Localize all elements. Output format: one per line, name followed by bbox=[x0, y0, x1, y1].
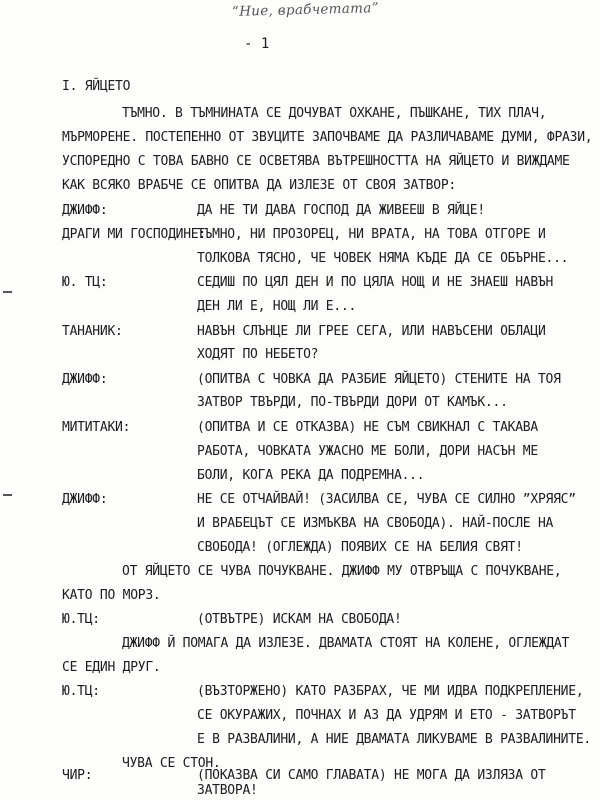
speaker-name: ДРАГИ МИ ГОСПОДИНЕ: bbox=[62, 227, 206, 242]
speaker-name: ДЖИФФ: bbox=[62, 203, 108, 218]
dialogue-line: ХОДЯТ ПО НЕБЕТО? bbox=[197, 347, 319, 362]
speaker-name: ДЖИФФ: bbox=[62, 492, 108, 507]
speaker-name: Ю. ТЦ: bbox=[62, 275, 108, 290]
dialogue-line: (ОПИТВА И СЕ ОТКАЗВА) НЕ СЪМ СВИКНАЛ С ТАКАВА bbox=[197, 420, 538, 435]
dialogue-line: ТОЛКОВА ТЯСНО, ЧЕ ЧОВЕК НЯМА КЪДЕ ДА СЕ ОБЪРНЕ... bbox=[197, 251, 569, 266]
dialogue-line: СЕДИШ ПО ЦЯЛ ДЕН И ПО ЦЯЛА НОЩ И НЕ ЗНАЕШ НАВЪН bbox=[197, 275, 554, 290]
dialogue-line: (ОТВЪТРЕ) ИСКАМ НА СВОБОДА! bbox=[197, 612, 402, 627]
speaker-name: Ю.ТЦ: bbox=[62, 684, 100, 699]
dialogue-line: (ОПИТВА С ЧОВКА ДА РАЗБИЕ ЯЙЦЕТО) СТЕНИТЕ НА ТОЯ bbox=[197, 372, 561, 387]
stage-direction-line: КАК ВСЯКО ВРАБЧЕ СЕ ОПИТВА ДА ИЗЛЕЗЕ ОТ СВОЯ ЗАТВОР: bbox=[62, 178, 456, 193]
dialogue-line: ЗАТВОРА! bbox=[197, 783, 258, 798]
section-heading: I. ЯЙЦЕТО bbox=[62, 79, 131, 94]
dialogue-line: НЕ СЕ ОТЧАЙВАЙ! (ЗАСИЛВА СЕ, ЧУВА СЕ СИЛНО ”ХРЯЯС” bbox=[197, 492, 576, 507]
stage-direction-line: КАТО ПО МОРЗ. bbox=[62, 588, 161, 603]
stage-direction-line: ОТ ЯЙЦЕТО СЕ ЧУВА ПОЧУКВАНЕ. ДЖИФФ МУ ОТВРЪЩА С ПОЧУКВАНЕ, bbox=[122, 564, 562, 579]
dialogue-line: ДА НЕ ТИ ДАВА ГОСПОД ДА ЖИВЕЕШ В ЯЙЦЕ! bbox=[197, 203, 485, 218]
dialogue-line: БОЛИ, КОГА РЕКА ДА ПОДРЕМНА... bbox=[197, 468, 425, 483]
dialogue-line: НАВЪН СЛЪНЦЕ ЛИ ГРЕЕ СЕГА, ИЛИ НАВЪСЕНИ ОБЛАЦИ bbox=[197, 324, 546, 339]
speaker-name: МИТИТАКИ: bbox=[62, 420, 131, 435]
dialogue-line: ДЕН ЛИ Е, НОЩ ЛИ Е... bbox=[197, 299, 357, 314]
stage-direction-line: ЧУВА СЕ СТОН. bbox=[122, 756, 221, 771]
speaker-name: Ю.ТЦ: bbox=[62, 612, 100, 627]
dialogue-line: СЕ ОКУРАЖИХ, ПОЧНАХ И АЗ ДА УДРЯМ И ЕТО - ЗАТВОРЪТ bbox=[197, 708, 576, 723]
stage-direction-line: ТЪМНО. В ТЪМНИНАТА СЕ ДОЧУВАТ ОХКАНЕ, ПЪШКАНЕ, ТИХ ПЛАЧ, bbox=[122, 106, 547, 121]
dialogue-line: РАБОТА, ЧОВКАТА УЖАСНО МЕ БОЛИ, ДОРИ НАСЪН МЕ bbox=[197, 444, 538, 459]
stage-direction-line: ДЖИФФ Й ПОМАГА ДА ИЗЛЕЗЕ. ДВАМАТА СТОЯТ НА КОЛЕНЕ, ОГЛЕЖДАТ bbox=[122, 636, 570, 651]
stage-direction-line: СЕ ЕДИН ДРУГ. bbox=[62, 660, 161, 675]
dialogue-line: Е В РАЗВАЛИНИ, А НИЕ ДВАМАТА ЛИКУВАМЕ В РАЗВАЛИНИТЕ. bbox=[197, 732, 591, 747]
speaker-name: ТАНАНИК: bbox=[62, 324, 123, 339]
dialogue-line: И ВРАБЕЦЪТ СЕ ИЗМЪКВА НА СВОБОДА). НАЙ-ПОСЛЕ НА bbox=[197, 516, 554, 531]
speaker-name: ДЖИФФ: bbox=[62, 372, 108, 387]
dialogue-line: СВОБОДА! (ОГЛЕЖДА) ПОЯВИХ СЕ НА БЕЛИЯ СВЯТ! bbox=[197, 540, 523, 555]
speaker-name: ЧИР: bbox=[62, 768, 93, 783]
handwritten-title: “Ние, врабчетата” bbox=[231, 0, 380, 20]
margin-mark bbox=[3, 494, 12, 496]
dialogue-line: (ПОКАЗВА СИ САМО ГЛАВАТА) НЕ МОГА ДА ИЗЛЯЗА ОТ bbox=[197, 768, 546, 783]
margin-mark bbox=[3, 291, 12, 293]
page-number: - 1 bbox=[244, 36, 270, 52]
dialogue-line: (ВЪЗТОРЖЕНО) КАТО РАЗБРАХ, ЧЕ МИ ИДВА ПОДКРЕПЛЕНИЕ, bbox=[197, 684, 584, 699]
dialogue-line: ТЪМНО, НИ ПРОЗОРЕЦ, НИ ВРАТА, НА ТОВА ОТГОРЕ И bbox=[197, 227, 546, 242]
stage-direction-line: УСПОРЕДНО С ТОВА БАВНО СЕ ОСВЕТЯВА ВЪТРЕШНОСТТА НА ЯЙЦЕТО И ВИЖДАМЕ bbox=[62, 154, 570, 169]
stage-direction-line: МЪРМОРЕНЕ. ПОСТЕПЕННО ОТ ЗВУЦИТЕ ЗАПОЧВАМЕ ДА РАЗЛИЧАВАМЕ ДУМИ, ФРАЗИ, bbox=[62, 130, 593, 145]
dialogue-line: ЗАТВОР ТВЪРДИ, ПО-ТВЪРДИ ДОРИ ОТ КАМЪК... bbox=[197, 395, 508, 410]
